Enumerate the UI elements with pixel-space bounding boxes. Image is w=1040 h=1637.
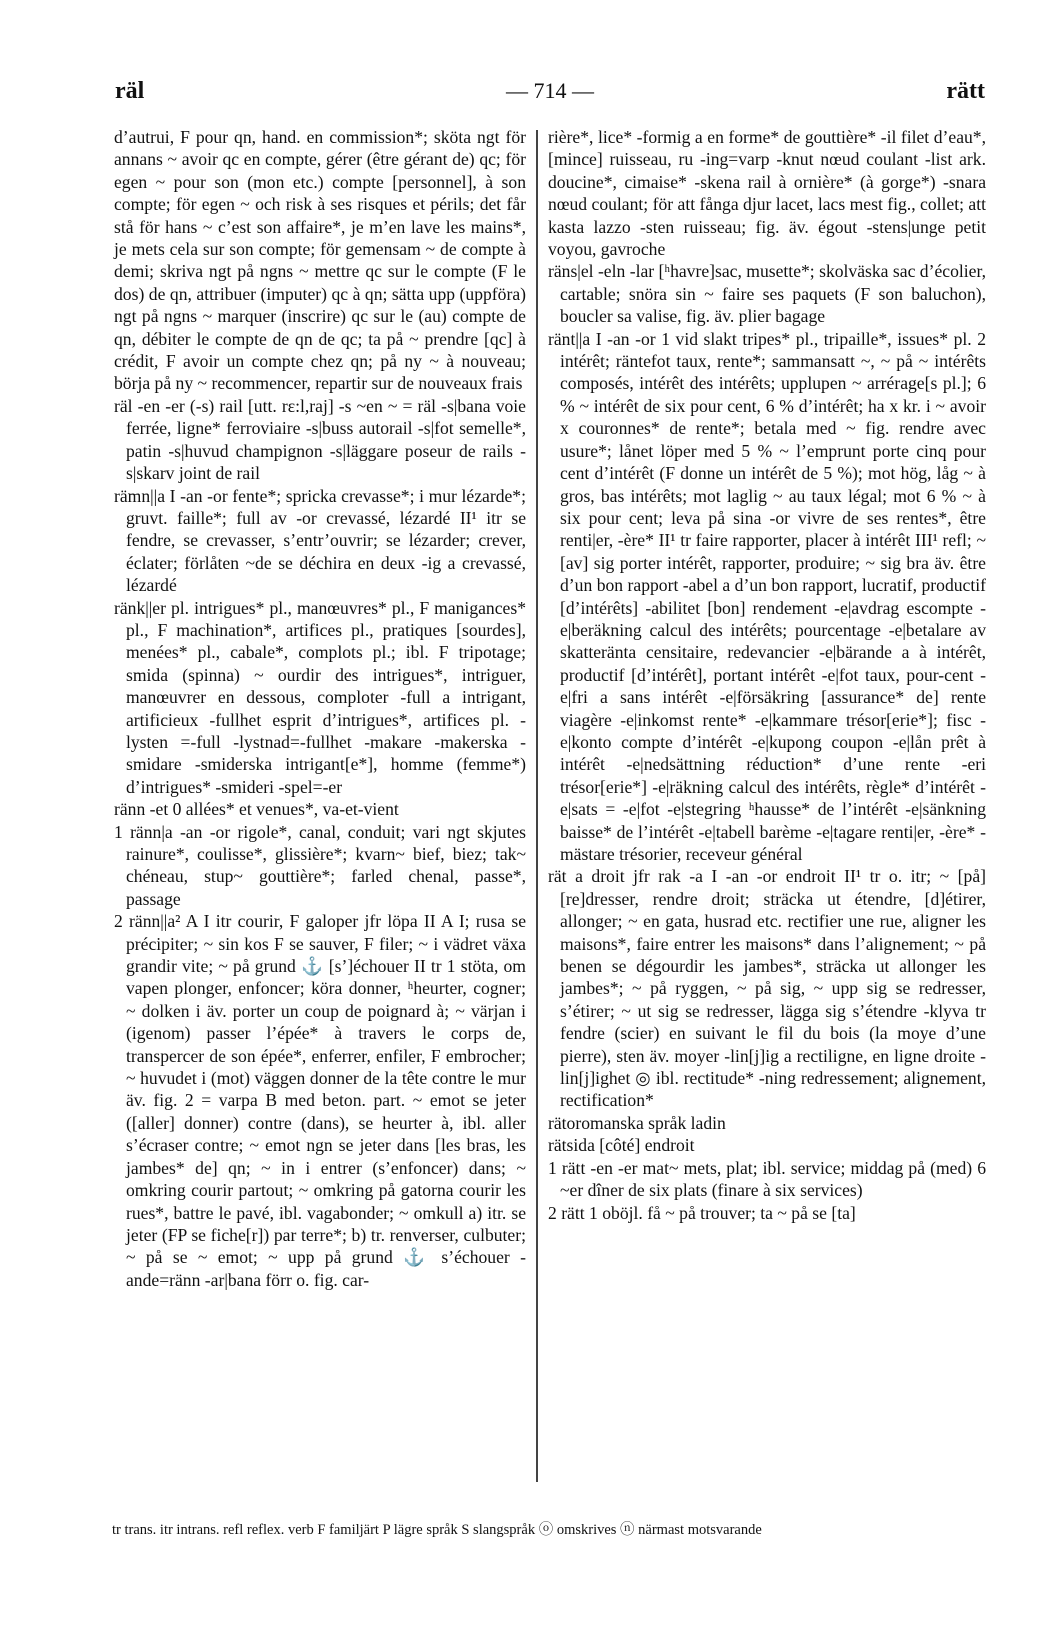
entry-ranna-2: 2 ränn||a² A I itr courir, F galoper jfr löpa II A I; rusa se précipiter; ~ sin kos F se sauver, F filer; ~ i vädret växa grandir vite; ~ på grund ⚓ [s’]échouer II tr 1 stöta, om vapen plonger, enfoncer; köra donner, ʰheurter, cogner; ~ dolken i äv. porter un coup de poignard à; ~ värjan i (igenom) passer l’épée* à travers le corps de, transpercer de son épée*, enferrer, enfiler, F embrocher; ~ huvudet i (mot) väggen donner de la tête contre le mur äv. fig. 2 = varpa B med beton. part. ~ emot se jeter ([aller] donner) contre (dans), se heurter à, ibl. aller s’écraser contre; ~ emot ngn se jeter dans [les bras, les jambes* de] qn; ~ in i entrer (s’enfoncer) dans; ~ omkring courir partout; ~ omkring på gatorna courir les rues*, battre le pavé, ibl. vagabonder; ~ omkull a) itr. se jeter (FP se fiche[r]) par terre*; b) tr. renverser, culbuter; ~ på se ~ emot; ~ upp på grund ⚓ s’échouer -ande=ränn -ar|bana förr o. fig. car- xyxy=(114,911,526,1290)
entry-continuation-right: rière*, lice* -formig a en forme* de gouttière* -il filet d’eau*, [mince] ruisseau, ru -ing=varp -knut nœud coulant -list ark. doucine*, cimaise* -skena rail à ornière* (à gorge*) -snara nœud coulant; för att fånga djur lacet, lacs mest fig., collet; att kasta lazzo -sten ruisseau; fig. äv. égout -stens|unge petit voyou, gavroche xyxy=(548,127,986,260)
page-number: — 714 — xyxy=(506,78,594,103)
page-header xyxy=(115,78,985,114)
left-column xyxy=(114,126,526,1291)
entry-ranker: ränk||er pl. intrigues* pl., manœuvres* pl., F manigances* pl., F machination*, artifices pl., pratiques [sourdes], menées* pl., cabale*, complots pl.; ibl. F tripotage; smida (spinna) ~ ourdir des intrigues*, intriguer, manœuvrer en dessous, comploter -full a intrigant, artificieux -fullhet esprit d’intrigues*, artifices pl. -lysten =-full -lystnad=-fullhet -makare -makerska -smidare -smiderska intrigant[e*], homme (femme*) d’intrigues* -smideri -spel=-er xyxy=(114,597,526,797)
column-divider xyxy=(536,130,538,1482)
abbreviation-legend: tr trans. itr intrans. refl reflex. verb F familjärt P lägre språk S slangspråk ⓞ omskrives ⓝ närmast motsvarande xyxy=(112,1522,762,1538)
right-column xyxy=(548,126,986,1224)
entry-ranna-1: 1 ränn|a -an -or rigole*, canal, conduit; vari ngt skjutes rainure*, coulisse*, glissière*; kvarn~ bief, biez; tak~ chéneau, stup~ gouttière*; farled chenal, passe*, passage xyxy=(114,821,526,909)
entry-rat: rät a droit jfr rak -a I -an -or endroit II¹ tr o. itr; ~ [på] [re]dresser, rendre droit; sträcka ut étendre, [d]étirer, allonger; ~ en gata, husrad etc. rectifier une rue, aligner les maisons*, faire entrer les maisons* dans l’alignement; ~ på benen se dégourdir les jambes*, sträcka ut allonger les jambes*; ~ på ryggen, ~ på sig, ~ upp sig se redresser, s’étirer; ~ ut sig se redresser, lägga sig s’étendre -klyva tr fendre (scier) en suivant le fil du bois (la moye d’une pierre), sten äv. moyer -lin[j]ig a rectiligne, en ligne droite -lin[j]ighet ◎ ibl. rectitude* -ning redressement; alignement, rectification* xyxy=(548,866,986,1111)
entry-ral: räl -en -er (-s) rail [utt. rɛ:l,raj] -s ~en ~ = räl -s|bana voie ferrée, ligne* ferroviaire -s|buss autorail -s|fot semelle*, patin -s|huvud champignon -s|läggare poseur de rails -s|skarv joint de rail xyxy=(114,395,526,484)
entry-ratt-1: 1 rätt -en -er mat~ mets, plat; ibl. service; middag på (med) 6 ~er dîner de six plats (finare à six services) xyxy=(548,1157,986,1201)
entry-ransel: räns|el -eln -lar [ʰhavre]sac, musette*; skolväska sac d’écolier, cartable; snöra sin ~ faire ses paquets (F son baluchon), boucler sa valise, fig. äv. plier bagage xyxy=(548,261,986,327)
right-running-headword: rätt xyxy=(946,78,985,104)
entry-retoromanska: rätoromanska språk ladin xyxy=(548,1112,726,1133)
entry-continuation: d’autrui, F pour qn, hand. en commission*; sköta ngt för annans ~ avoir qc en compte, gérer (être gérant de) qc; för egen ~ pour son (mon etc.) compte [personnel], à son compte; för egen ~ och risk à ses risques et périls; det får stå för hans ~ c’est son affaire*, je m’en lave les mains*, je mets cela sur son compte; för gemensam ~ de compte à demi; skriva ngt på ngns ~ mettre qc sur le compte (F le dos) de qn, attribuer (imputer) qc à qn; sätta upp (uppföra) ngt på ngns ~ marquer (inscrire) qc sur le (au) compte de qn, débiter le compte de qn de qc; ta på ~ prendre [qc] à crédit, F avoir un compte chez qn; på ny ~ à nouveau; börja på ny ~ recommencer, repartir sur de nouveaux frais xyxy=(114,127,526,394)
entry-ramna: rämn||a I -an -or fente*; spricka crevasse*; i mur lézarde*; gruvt. faille*; full av -or crevassé, lézardé II¹ itr se fendre, se crevasser, s’entr’ouvrir; se lézarder; crever, éclater; förlåten ~de se déchira en deux -ig a crevassé, lézardé xyxy=(114,485,526,596)
entry-ratsida: rätsida [côté] endroit xyxy=(548,1135,695,1156)
left-running-headword: räl xyxy=(115,78,145,104)
entry-ratt-2: 2 rätt 1 oböjl. få ~ på trouver; ta ~ på se [ta] xyxy=(548,1202,856,1223)
entry-rann: ränn -et 0 allées* et venues*, va-et-vient xyxy=(114,799,399,820)
entry-ranta: ränt||a I -an -or 1 vid slakt tripes* pl., tripaille*, issues* pl. 2 intérêt; räntefot taux, rente*; sammansatt ~, ~ på ~ intérêts composés, intérêt des intérêts; upplupen ~ arrérage[s pl.]; 6 % ~ intérêt de six pour cent, 6 % d’intérêt; ha x kr. i ~ avoir x couronnes* de rente*; betala med ~ fig. rendre avec usure*; lånet löper med 5 % ~ l’emprunt porte cinq pour cent d’intérêt (F donne un intérêt de 5 %); mot hög, låg ~ à gros, bas intérêts; mot laglig ~ au taux légal; mot 6 % ~ à six pour cent; leva på sina -or vivre de ses rentes*, être renti|er, -ère* II¹ tr faire rapporter, placer à intérêt III¹ refl; ~ [av] sig porter intérêt, rapporter, produire; ~ sig bra äv. être d’un bon rapport -abel a d’un bon rapport, lucratif, productif [d’intérêts] -abilitet [bon] rendement -e|avdrag escompte -e|beräkning calcul des intérêts; pourcentage -e|betalare av skatteränta censitaire, redevancier -e|bärande a à intérêt, productif [d’intérêt], portant intérêt -e|fot taux, pour-cent -e|fri a sans intérêt -e|försäkring [assurance* de] rente viagère -e|inkomst rente* -e|kammare trésor[erie*]; fisc -e|konto compte d’intérêt -e|kupong coupon -e|lån prêt à intérêt -e|nedsättning réduction* d’une rente -eri trésor[erie*] -e|räkning calcul des intérêts, règle* d’intérêt -e|sats = -e|fot -e|stegring ʰhausse* de l’intérêt -e|sänkning baisse* de l’intérêt -e|tabell barème -e|tagare renti|er, -ère* -mästare trésorier, receveur général xyxy=(548,328,986,864)
